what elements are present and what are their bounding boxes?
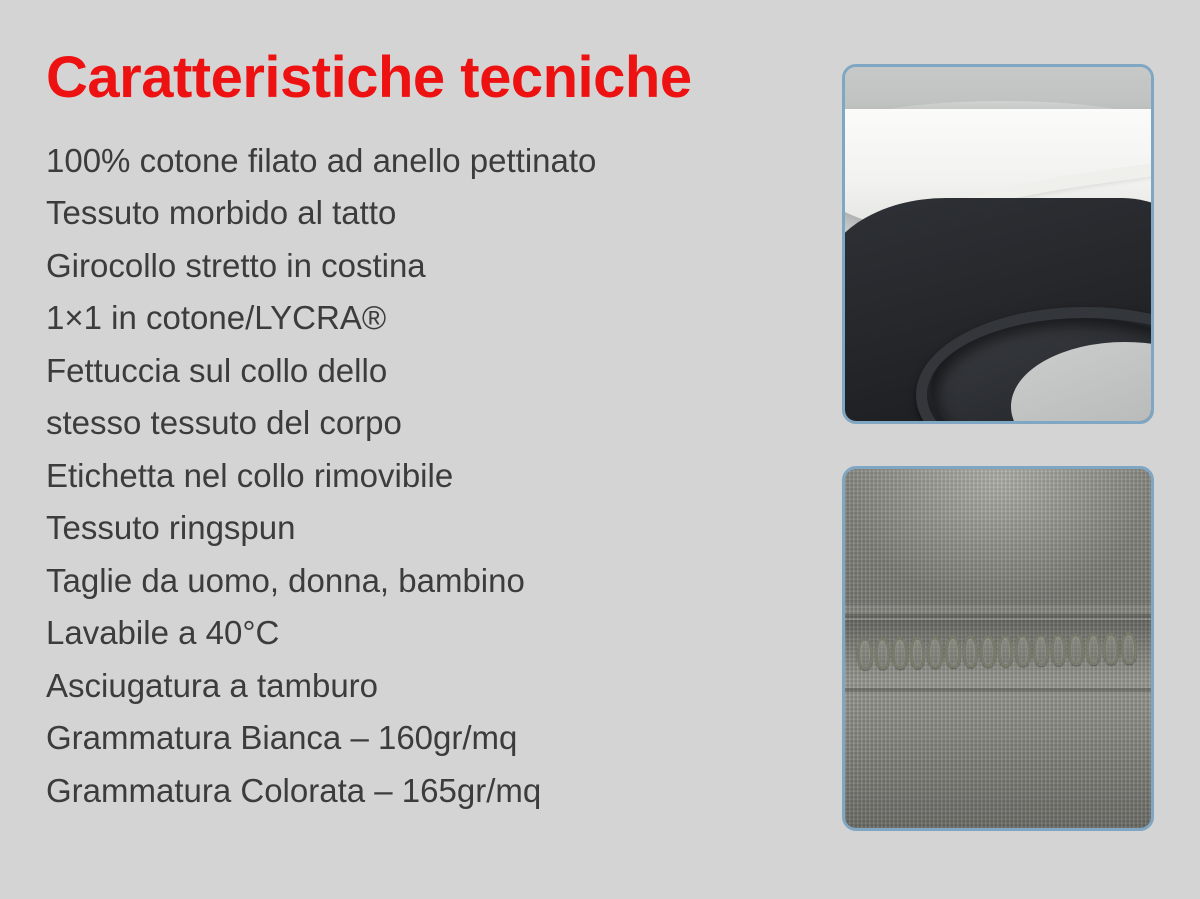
stitch (980, 635, 996, 667)
list-item: 1×1 in cotone/LYCRA® (46, 299, 387, 337)
stitch (945, 636, 961, 668)
list-item: Asciugatura a tamburo (46, 666, 379, 704)
specs-list (46, 135, 826, 818)
fabric-highlight (845, 469, 1151, 605)
stitch (1121, 632, 1137, 664)
stitch (1050, 634, 1066, 666)
stitch (998, 635, 1014, 667)
tshirt-collars-photo (842, 64, 1154, 424)
list-item: Girocollo stretto in costina (46, 246, 426, 284)
list-item: Taglie da uomo, donna, bambino (46, 561, 525, 599)
list-item: Fettuccia sul collo dello (46, 351, 388, 389)
list-item: Tessuto morbido al tatto (46, 194, 397, 232)
fabric-seam-photo (842, 466, 1154, 831)
list-item: Lavabile a 40°C (46, 614, 280, 652)
stitch (1033, 634, 1049, 666)
stitch (875, 637, 891, 669)
stitch (962, 636, 978, 668)
stitch (892, 637, 908, 669)
stitch (1068, 633, 1084, 665)
stitch-row (857, 631, 1139, 671)
stitch (927, 636, 943, 668)
list-item: stesso tessuto del corpo (46, 404, 402, 442)
page-title: Caratteristiche tecniche (46, 45, 692, 110)
list-item: Etichetta nel collo rimovibile (46, 456, 454, 494)
stitch (1015, 634, 1031, 666)
stitch (910, 637, 926, 669)
list-item: Grammatura Bianca – 160gr/mq (46, 719, 518, 757)
photo-column (842, 64, 1154, 831)
stitch (1103, 633, 1119, 665)
text-column (46, 45, 826, 817)
list-item: 100% cotone filato ad anello pettinato (46, 141, 597, 179)
stitch (857, 638, 873, 670)
fabric-shadow (845, 684, 1151, 828)
black-shirt-shape (842, 198, 1154, 424)
list-item: Tessuto ringspun (46, 509, 296, 547)
stitch (1086, 633, 1102, 665)
list-item: Grammatura Colorata – 165gr/mq (46, 771, 542, 809)
seam-edge-upper (845, 614, 1151, 618)
